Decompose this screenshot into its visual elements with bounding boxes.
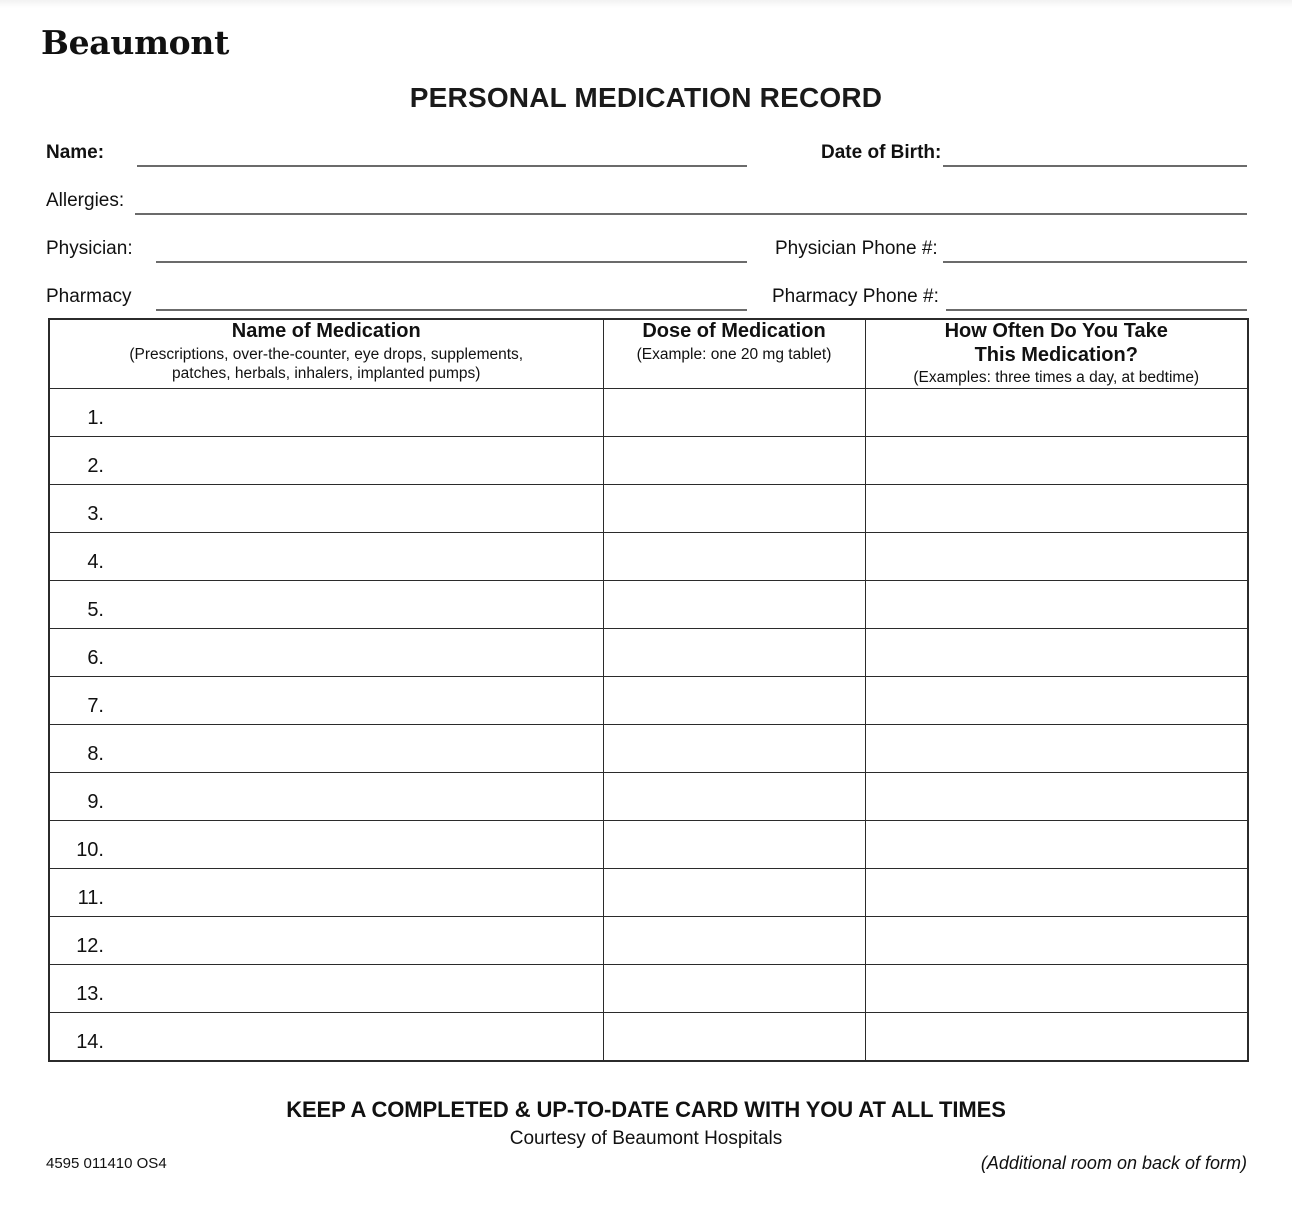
cell-frequency[interactable] (865, 485, 1248, 533)
row-number: 13. (76, 983, 104, 1006)
row-number: 2. (87, 455, 104, 478)
cell-frequency[interactable] (865, 1013, 1248, 1062)
allergies-label: Allergies: (46, 190, 125, 211)
cell-frequency[interactable] (865, 437, 1248, 485)
table-row (49, 965, 1248, 1013)
physician-input[interactable] (156, 261, 747, 263)
cell-medication-name[interactable] (49, 677, 603, 725)
cell-dose[interactable] (603, 677, 865, 725)
medication-table (48, 318, 1249, 1062)
date-of-birth-label: Date of Birth: (821, 142, 942, 163)
cell-dose[interactable] (603, 629, 865, 677)
table-row (49, 437, 1248, 485)
table-header-row (49, 319, 1248, 389)
cell-frequency[interactable] (865, 677, 1248, 725)
medication-name-subtitle-line1: (Prescriptions, over-the-counter, eye drops, supplements, (129, 345, 524, 363)
cell-frequency[interactable] (865, 629, 1248, 677)
cell-dose[interactable] (603, 869, 865, 917)
table-row (49, 821, 1248, 869)
cell-frequency[interactable] (865, 725, 1248, 773)
form-code: 4595 011410 OS4 (46, 1155, 167, 1172)
table-header (49, 319, 1248, 389)
physician-phone-label: Physician Phone #: (775, 238, 938, 259)
cell-medication-name[interactable] (49, 821, 603, 869)
row-number: 8. (87, 743, 104, 766)
cell-medication-name[interactable] (49, 437, 603, 485)
column-header-dose-title: Dose of Medication (642, 320, 826, 342)
table-row (49, 485, 1248, 533)
column-header-medication-name (49, 319, 603, 389)
cell-frequency[interactable] (865, 917, 1248, 965)
field-row-allergies (46, 188, 1247, 236)
cell-medication-name[interactable] (49, 773, 603, 821)
page-title: PERSONAL MEDICATION RECORD (409, 82, 883, 113)
table-row (49, 533, 1248, 581)
table-row (49, 581, 1248, 629)
row-number: 1. (87, 407, 104, 430)
medication-name-subtitle-line2: patches, herbals, inhalers, implanted pumps) (172, 364, 481, 382)
table-row (49, 389, 1248, 437)
cell-frequency[interactable] (865, 773, 1248, 821)
pharmacy-label: Pharmacy (46, 286, 132, 307)
cell-frequency[interactable] (865, 389, 1248, 437)
row-number: 10. (76, 839, 104, 862)
column-header-dose-subtitle: (Example: one 20 mg tablet) (636, 345, 832, 363)
row-number: 14. (76, 1031, 104, 1054)
field-row-physician (46, 236, 1247, 284)
cell-medication-name[interactable] (49, 725, 603, 773)
cell-dose[interactable] (603, 533, 865, 581)
cell-dose[interactable] (603, 965, 865, 1013)
cell-medication-name[interactable] (49, 485, 603, 533)
physician-label: Physician: (46, 238, 133, 259)
frequency-title-line1: How Often Do You Take (944, 320, 1168, 342)
table-row (49, 629, 1248, 677)
row-number: 3. (87, 503, 104, 526)
courtesy-line: Courtesy of Beaumont Hospitals (509, 1128, 783, 1149)
column-header-medication-name-subtitle (50, 346, 603, 384)
frequency-title-line2: This Medication? (974, 343, 1138, 366)
beaumont-logo: Beaumont (41, 23, 230, 62)
row-number: 5. (87, 599, 104, 622)
row-number: 6. (87, 647, 104, 670)
cell-dose[interactable] (603, 437, 865, 485)
name-label: Name: (46, 142, 105, 163)
table-row (49, 917, 1248, 965)
row-number: 9. (87, 791, 104, 814)
page-top-edge (0, 0, 1292, 8)
pharmacy-input[interactable] (156, 309, 747, 311)
keep-card-notice: KEEP A COMPLETED & UP-TO-DATE CARD WITH YOU AT ALL TIMES (286, 1097, 1006, 1122)
row-number: 11. (77, 887, 104, 910)
back-of-form-note: (Additional room on back of form) (980, 1153, 1247, 1173)
cell-medication-name[interactable] (49, 1013, 603, 1062)
date-of-birth-input[interactable] (943, 165, 1247, 167)
field-row-name-dob (46, 140, 1247, 188)
pharmacy-phone-label: Pharmacy Phone #: (772, 286, 939, 307)
column-header-dose (603, 319, 865, 389)
cell-medication-name[interactable] (49, 917, 603, 965)
column-header-frequency (865, 319, 1248, 389)
cell-dose[interactable] (603, 821, 865, 869)
table-row (49, 725, 1248, 773)
cell-medication-name[interactable] (49, 965, 603, 1013)
cell-frequency[interactable] (865, 581, 1248, 629)
allergies-input[interactable] (135, 213, 1247, 215)
cell-frequency[interactable] (865, 533, 1248, 581)
table-row (49, 1013, 1248, 1062)
cell-dose[interactable] (603, 389, 865, 437)
cell-frequency[interactable] (865, 965, 1248, 1013)
cell-dose[interactable] (603, 581, 865, 629)
cell-dose[interactable] (603, 773, 865, 821)
patient-info-section (46, 140, 1247, 332)
table-body (49, 389, 1248, 1062)
cell-medication-name[interactable] (49, 389, 603, 437)
cell-frequency[interactable] (865, 869, 1248, 917)
physician-phone-input[interactable] (943, 261, 1247, 263)
column-header-frequency-subtitle: (Examples: three times a day, at bedtime) (913, 369, 1200, 387)
cell-medication-name[interactable] (49, 581, 603, 629)
column-header-medication-name-title: Name of Medication (231, 320, 421, 342)
table-row (49, 773, 1248, 821)
row-number: 4. (87, 551, 104, 574)
cell-dose[interactable] (603, 725, 865, 773)
cell-medication-name[interactable] (49, 869, 603, 917)
cell-medication-name[interactable] (49, 533, 603, 581)
cell-dose[interactable] (603, 1013, 865, 1062)
row-number: 12. (76, 935, 104, 958)
cell-dose[interactable] (603, 485, 865, 533)
cell-dose[interactable] (603, 917, 865, 965)
cell-frequency[interactable] (865, 821, 1248, 869)
name-input[interactable] (137, 165, 747, 167)
column-header-frequency-title (866, 320, 1248, 367)
cell-medication-name[interactable] (49, 629, 603, 677)
row-number: 7. (87, 695, 104, 718)
table-row (49, 677, 1248, 725)
pharmacy-phone-input[interactable] (946, 309, 1247, 311)
table-row (49, 869, 1248, 917)
